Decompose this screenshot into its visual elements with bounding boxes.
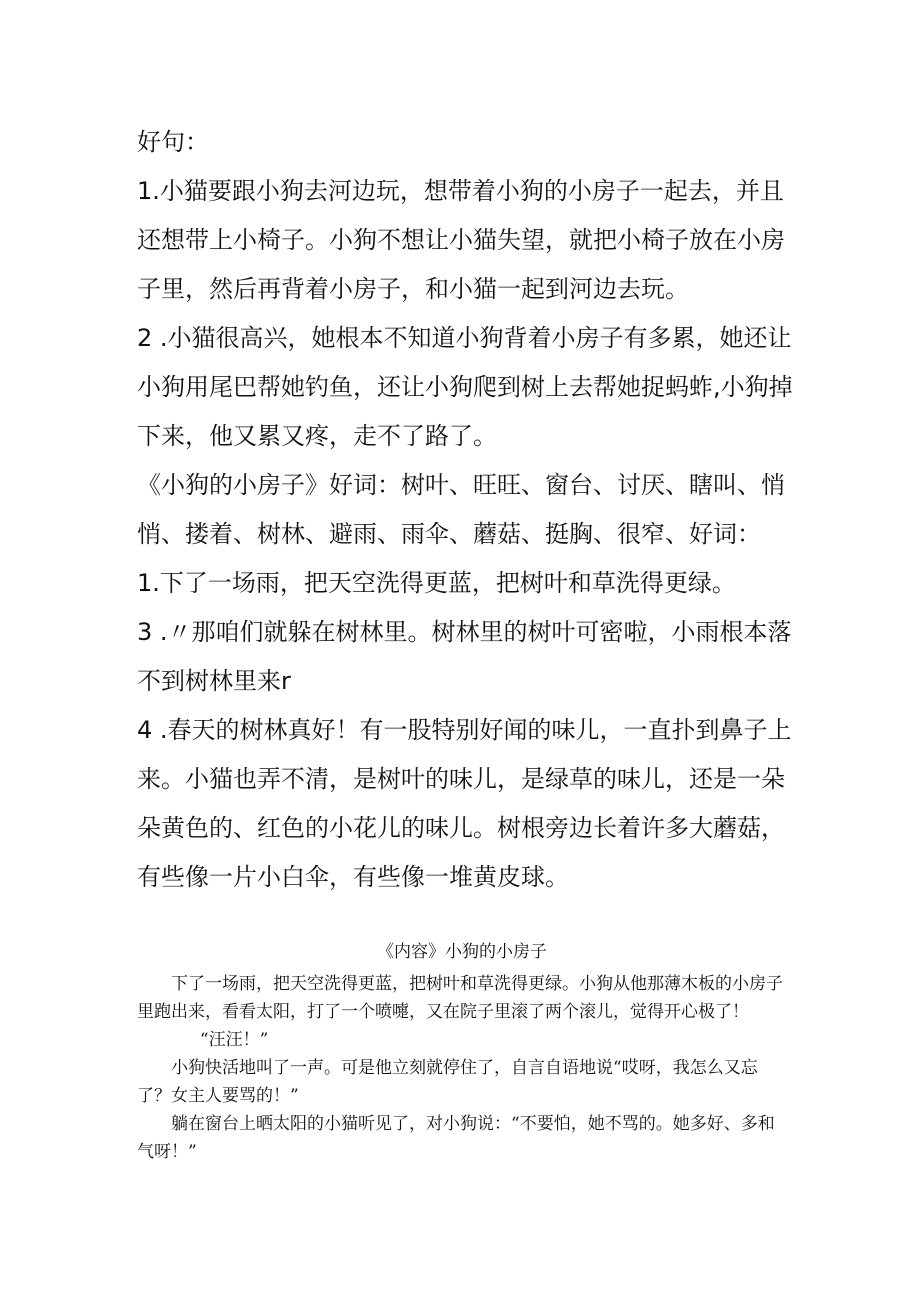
content-title: 《内容》小狗的小房子	[377, 942, 547, 962]
content-paragraph-3: 小狗快活地叫了一声。可是他立刻就停住了，自言自语地说“哎呀，我怎么又忘了？女主人要骂的！”	[137, 1058, 758, 1106]
good-words-line: 《小狗的小房子》好词：树叶、旺旺、窗台、讨厌、瞎叫、悄悄、搂着、树林、避雨、雨伞、蘑菇、挺胸、很窄、好词：	[137, 471, 785, 548]
content-paragraph-4: 躺在窗台上晒太阳的小猫听见了，对小狗说：“不要怕，她不骂的。她多好、多和气呀！”	[137, 1114, 775, 1162]
good-sentences-heading: 好句：	[137, 128, 209, 156]
good-sentences-section	[137, 118, 797, 902]
good-sentence-4: 3 .〃那咱们就躲在树林里。树林里的树叶可密啦，小雨根本落不到树林里来r	[137, 618, 792, 695]
content-paragraph-1: 下了一场雨，把天空洗得更蓝，把树叶和草洗得更绿。小狗从他那薄木板的小房子里跑出来，看看太阳，打了一个喷嚏，又在院子里滚了两个滚儿，觉得开心极了！	[137, 974, 783, 1022]
good-sentence-3: 1.下了一场雨，把天空洗得更蓝，把树叶和草洗得更绿。	[137, 569, 736, 597]
good-sentence-5: 4 .春天的树林真好！有一股特别好闻的味儿，一直扑到鼻子上来。小猫也弄不清，是树叶的味儿，是绿草的味儿，还是一朵朵黄色的、红色的小花儿的味儿。树根旁边长着许多大蘑菇，有些像一片小白伞，有些像一堆黄皮球。	[137, 716, 792, 891]
content-section	[137, 938, 787, 1166]
good-sentence-1: 1.小猫要跟小狗去河边玩，想带着小狗的小房子一起去，并且还想带上小椅子。小狗不想让小猫失望，就把小椅子放在小房子里，然后再背着小房子，和小猫一起到河边去玩。	[137, 177, 785, 303]
content-paragraph-2: “汪汪！”	[199, 1030, 269, 1050]
good-sentence-2: 2 .小猫很高兴，她根本不知道小狗背着小房子有多累，她还让小狗用尾巴帮她钓鱼，还让小狗爬到树上去帮她捉蚂蚱,小狗掉下来，他又累又疼，走不了路了。	[137, 324, 793, 450]
